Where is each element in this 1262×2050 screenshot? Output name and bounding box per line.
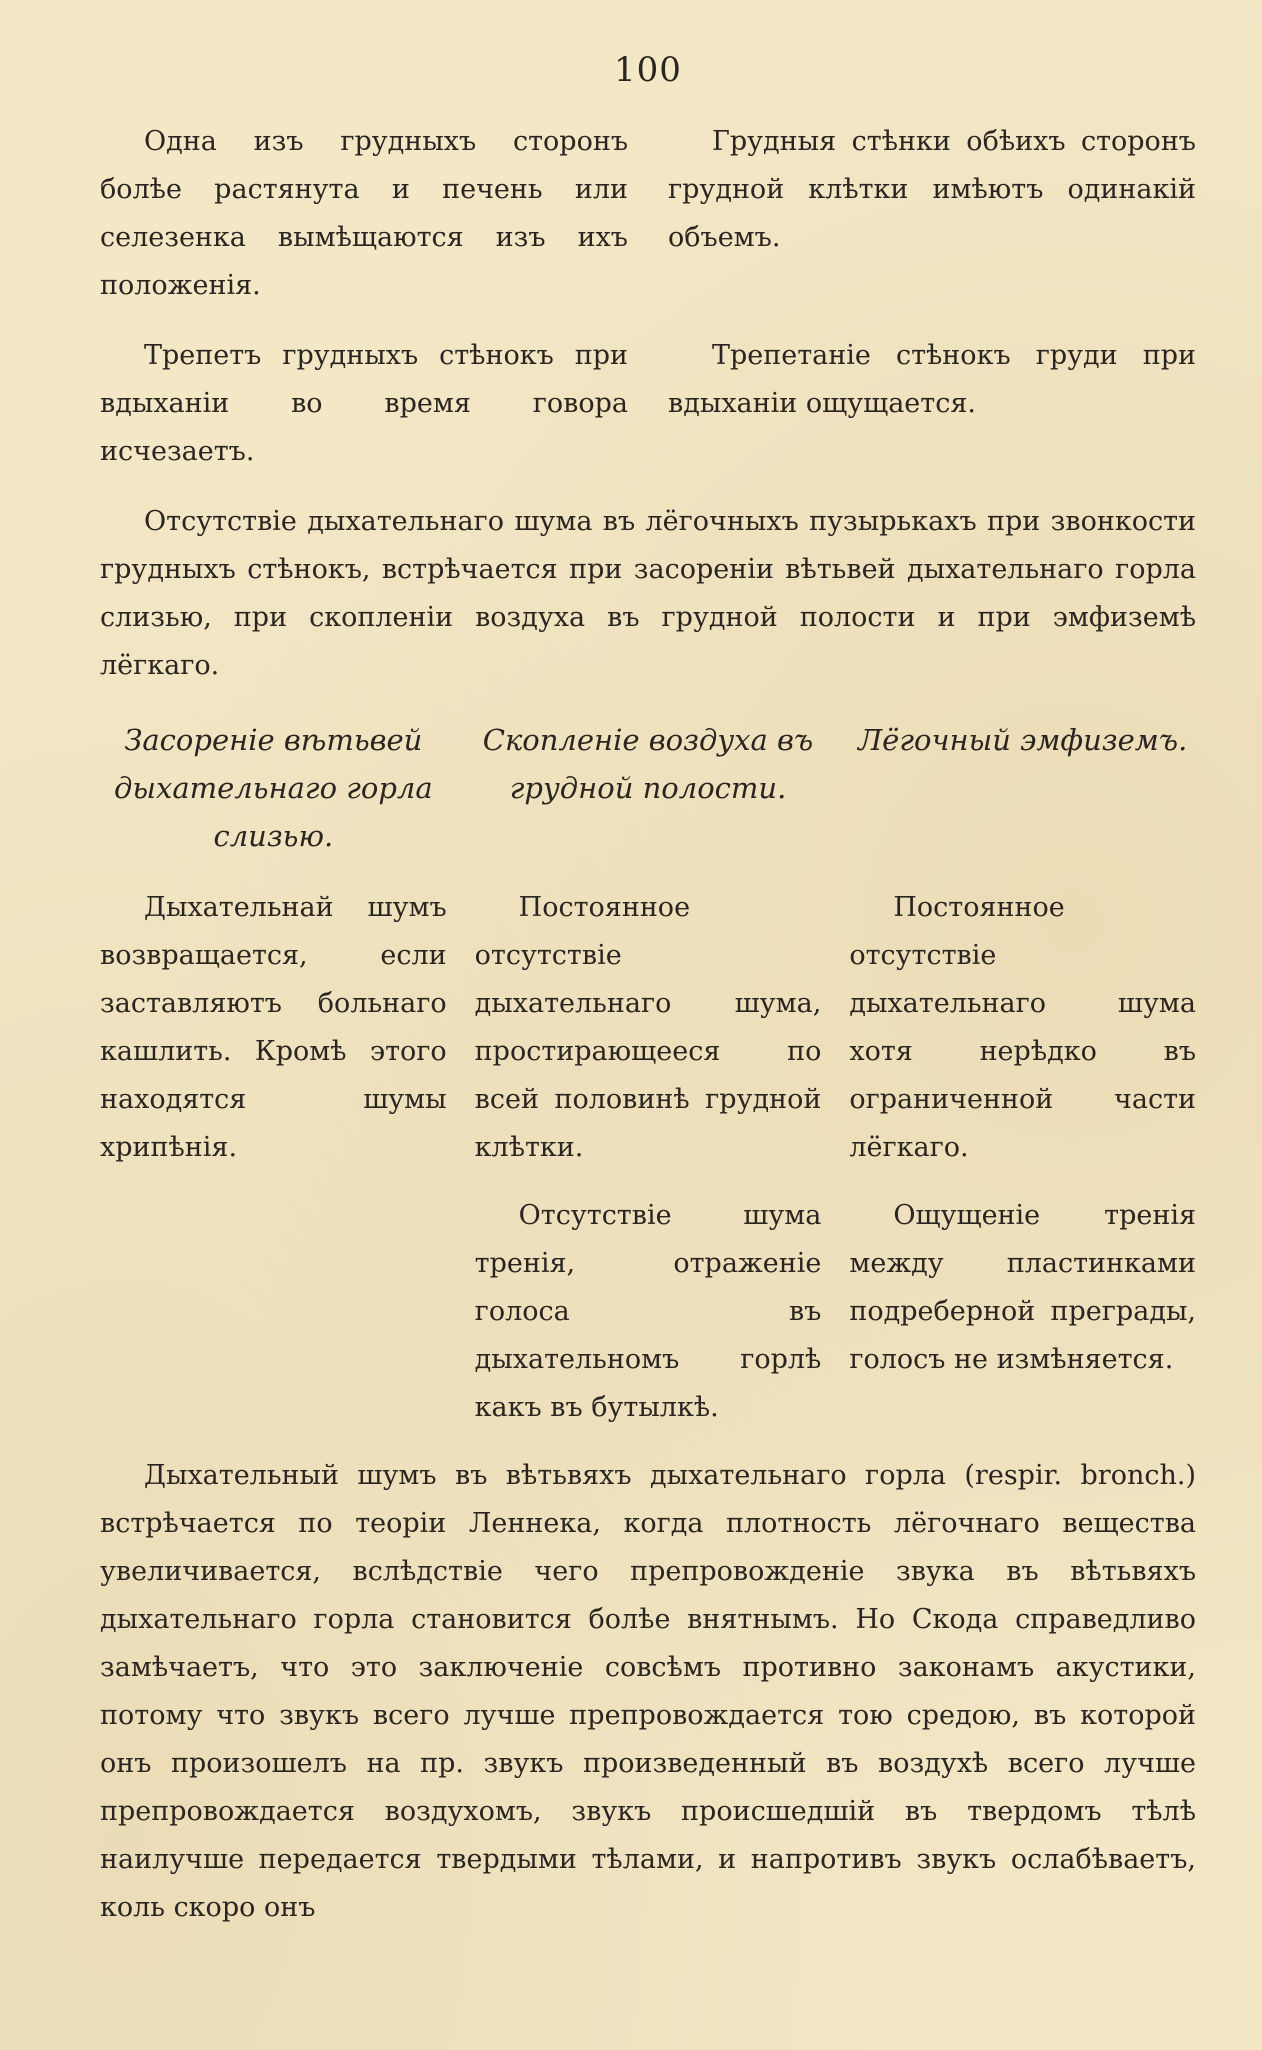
page-number: 100 bbox=[614, 50, 682, 90]
paragraph-absence-of-breath-sound: Отсутствіе дыхательнаго шума въ лёгочныхъ пузырькахъ при звонкости грудныхъ стѣнокъ, встрѣчается при засореніи вѣтьвей дыхательнаго горла слизью, при скопленіи воздуха въ грудной полости и при эмфиземѣ лёгкаго. bbox=[100, 506, 1196, 681]
row-2-col-3 bbox=[849, 1192, 1196, 1432]
row-1-text-3: Постоянное отсутствіе дыхательнаго шума хотя нерѣдко въ ограниченной части лёгкаго. bbox=[849, 892, 1197, 1163]
row-1-col-2 bbox=[475, 884, 822, 1172]
comparison-pair-2 bbox=[100, 332, 1196, 476]
three-column-row-2 bbox=[100, 1192, 1196, 1432]
row-1-col-3 bbox=[849, 884, 1196, 1172]
three-column-headings bbox=[100, 716, 1196, 860]
row-1-col-1 bbox=[100, 884, 447, 1172]
pair-2-left-column bbox=[100, 332, 628, 476]
comparison-pair-1 bbox=[100, 118, 1196, 310]
heading-col-2 bbox=[475, 716, 822, 860]
three-column-row-1 bbox=[100, 884, 1196, 1172]
heading-pneumothorax: Скопленіе воздуха въ грудной полости. bbox=[482, 723, 814, 805]
row-2-text-2: Отсутствіе шума тренія, отраженіе голоса въ дыхательномъ горлѣ какъ въ бутылкѣ. bbox=[474, 1200, 822, 1423]
heading-col-3 bbox=[849, 716, 1196, 860]
pair-2-right-column bbox=[668, 332, 1196, 476]
pair-1-right-column bbox=[668, 118, 1196, 310]
row-2-col-1 bbox=[100, 1192, 447, 1432]
pair-2-right-text: Трепетаніе стѣнокъ груди при вдыханіи ощущается. bbox=[668, 340, 1196, 419]
heading-emphysema: Лёгочный эмфиземъ. bbox=[857, 723, 1188, 757]
paragraph-bronchial-breathing: Дыхательный шумъ въ вѣтьвяхъ дыхательнаго горла (respir. bronch.) встрѣчается по теоріи Леннека, когда плотность лёгочнаго вещества увеличивается, вслѣдствіе чего препровожденіе звука въ вѣтьвяхъ дыхательнаго горла становится болѣе внятнымъ. Но Скода справедливо замѣчаетъ, что это заключеніе совсѣмъ противно законамъ акустики, потому что звукъ всего лучше препровождается тою средою, въ которой онъ произошелъ на пр. звукъ произведенный въ воздухѣ всего лучше препровождается воздухомъ, звукъ происшедшій въ твердомъ тѣлѣ наилучше передается твердыми тѣлами, и напротивъ звукъ ослабѣваетъ, коль скоро онъ bbox=[100, 1460, 1196, 1923]
pair-2-left-text: Трепетъ грудныхъ стѣнокъ при вдыханіи во время говора исчезаетъ. bbox=[100, 340, 628, 467]
row-1-text-1: Дыхательнай шумъ возвращается, если заставляютъ больнаго кашлить. Кромѣ этого находятся шумы хрипѣнія. bbox=[100, 892, 447, 1163]
heading-col-1 bbox=[100, 716, 447, 860]
row-2-text-3: Ощущеніе тренія между пластинками подреберной преграды, голосъ не измѣняется. bbox=[849, 1200, 1197, 1375]
row-2-col-2 bbox=[475, 1192, 822, 1432]
pair-1-left-column bbox=[100, 118, 628, 310]
pair-1-left-text: Одна изъ грудныхъ сторонъ болѣе растянута и печень или селезенка вымѣщаются изъ ихъ положенія. bbox=[100, 126, 628, 301]
heading-bronchial-obstruction: Засореніе вѣтьвей дыхательнаго горла слизью. bbox=[113, 723, 433, 853]
pair-1-right-text: Грудныя стѣнки обѣихъ сторонъ грудной клѣтки имѣютъ одинакій объемъ. bbox=[668, 126, 1196, 253]
row-1-text-2: Постоянное отсутствіе дыхательнаго шума, простирающееся по всей половинѣ грудной клѣтки. bbox=[474, 892, 822, 1163]
